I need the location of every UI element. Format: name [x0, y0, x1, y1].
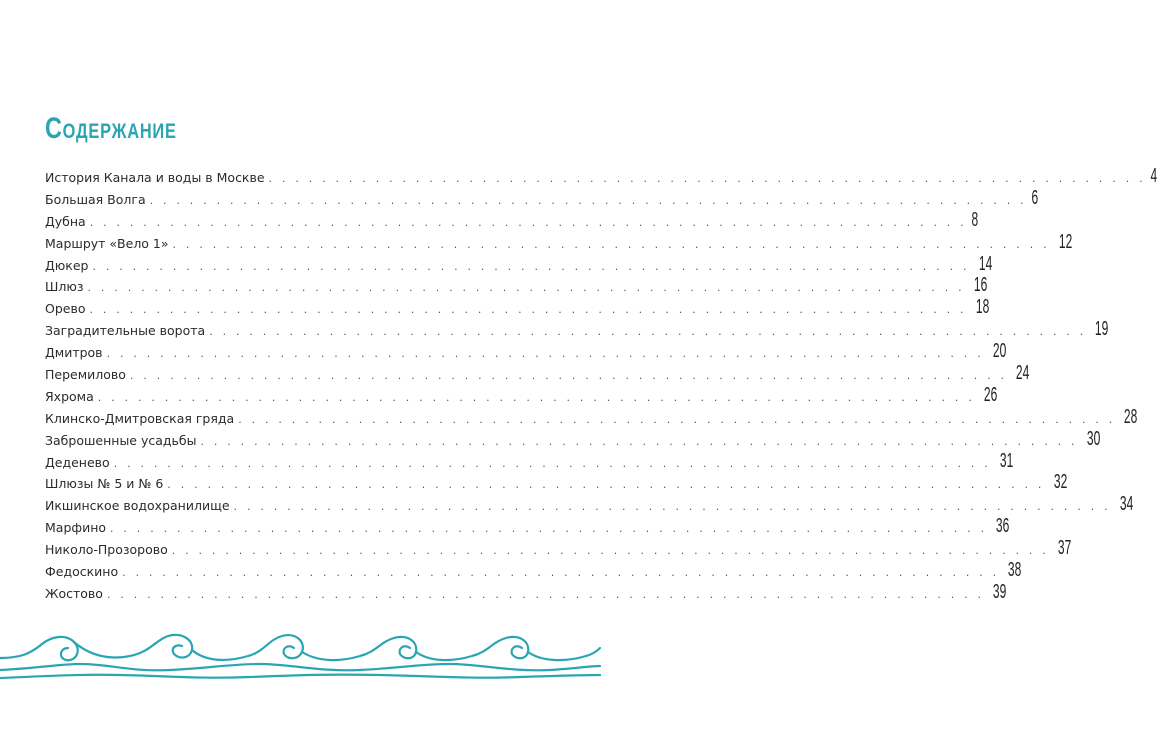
- toc-leader-dots: . . . . . . . . . . . . . . . . . . . . . . . . . . . . . . . . . . . . . . . . . . . . . . . . . . . . . . . . . . . . . . . . . .: [171, 544, 1050, 558]
- toc-page-number: 24: [1016, 362, 1030, 385]
- toc-entry-title: Клинско-Дмитровская гряда: [45, 410, 235, 426]
- toc-leader-dots: . . . . . . . . . . . . . . . . . . . . . . . . . . . . . . . . . . . . . . . . . . . . . . . . . . . . . . . . . . . . . . . . . .: [92, 259, 970, 273]
- toc-leader-dots: . . . . . . . . . . . . . . . . . . . . . . . . . . . . . . . . . . . . . . . . . . . . . . . . . . . . . . . . . . . . . . . . . .: [268, 172, 1146, 185]
- toc-page-number: 34: [1119, 493, 1134, 516]
- toc-entry: [45, 340, 1007, 363]
- toc-leader-dots: . . . . . . . . . . . . . . . . . . . . . . . . . . . . . . . . . . . . . . . . . . . . . . . . . . . . . . . . . . . . . . . . . .: [106, 587, 985, 601]
- toc-leader-dots: . . . . . . . . . . . . . . . . . . . . . . . . . . . . . . . . . . . . . . . . . . . . . . . . . . . . . . . . . . . . . . . . . .: [97, 390, 976, 404]
- toc-entry: [45, 383, 998, 407]
- toc-page-number: 20: [992, 340, 1007, 363]
- toc-page-number: 39: [993, 580, 1007, 603]
- toc-entry-title: Николо-Прозорово: [45, 542, 168, 558]
- toc-entry-title: Орево: [45, 301, 86, 317]
- toc-entry-title: Заброшенные усадьбы: [45, 432, 197, 448]
- toc-leader-dots: . . . . . . . . . . . . . . . . . . . . . . . . . . . . . . . . . . . . . . . . . . . . . . . . . . . . . . . . . . . . . . . . . .: [106, 347, 984, 361]
- toc-page-number: 38: [1008, 559, 1022, 582]
- toc-leader-dots: . . . . . . . . . . . . . . . . . . . . . . . . . . . . . . . . . . . . . . . . . . . . . . . . . . . . . . . . . . . . . . . . . .: [122, 566, 1000, 580]
- toc-entry: [45, 318, 1109, 341]
- toc-entry: [45, 252, 992, 276]
- toc-entry-title: Маршрут «Вело 1»: [45, 235, 169, 251]
- toc-entry: [45, 362, 1030, 385]
- toc-page-number: 28: [1124, 405, 1138, 428]
- toc-page-number: 12: [1058, 230, 1073, 253]
- toc-entry-title: Перемилово: [45, 367, 126, 383]
- toc-entry-title: История Канала и воды в Москве: [45, 170, 265, 185]
- toc-entry: [45, 515, 1010, 538]
- toc-entry: [45, 471, 1067, 494]
- toc-page-number: 32: [1053, 471, 1067, 494]
- toc-entry: [45, 296, 989, 319]
- toc-entry: [45, 165, 1157, 188]
- toc-page-number: 26: [983, 383, 998, 406]
- toc-entry-title: Яхрома: [45, 388, 94, 404]
- toc-leader-dots: . . . . . . . . . . . . . . . . . . . . . . . . . . . . . . . . . . . . . . . . . . . . . . . . . . . . . . . . . . . . . . . . . .: [110, 522, 988, 536]
- toc-entry-title: Жостово: [45, 585, 103, 601]
- toc-page-number: 37: [1057, 537, 1072, 560]
- toc-entry: [45, 449, 1014, 473]
- toc-entry-title: Марфино: [45, 520, 107, 536]
- toc-page-number: 18: [975, 296, 989, 319]
- toc-leader-dots: . . . . . . . . . . . . . . . . . . . . . . . . . . . . . . . . . . . . . . . . . . . . . . . . . . . . . . . . . . . . . . . . . .: [129, 369, 1008, 383]
- toc-entry-title: Дмитров: [45, 345, 103, 361]
- toc-entry-title: Федоскино: [45, 564, 119, 580]
- toc-entry-title: Икшинское водохранилище: [45, 498, 230, 514]
- toc-page-number: 6: [1031, 186, 1039, 209]
- toc-leader-dots: . . . . . . . . . . . . . . . . . . . . . . . . . . . . . . . . . . . . . . . . . . . . . . . . . . . . . . . . . . . . . . . . . .: [87, 281, 965, 295]
- toc-leader-dots: . . . . . . . . . . . . . . . . . . . . . . . . . . . . . . . . . . . . . . . . . . . . . . . . . . . . . . . . . . . . . . . . . .: [89, 303, 967, 317]
- toc-entry-title: Дюкер: [45, 257, 89, 273]
- toc-entry-title: Дубна: [45, 213, 86, 229]
- toc-page-number: 19: [1095, 318, 1109, 341]
- table-of-contents: [45, 165, 1157, 604]
- toc-entry: [45, 580, 1007, 604]
- toc-entry-title: Деденево: [45, 454, 110, 470]
- toc-entry: [45, 405, 1138, 429]
- toc-page-number: 16: [973, 274, 988, 297]
- toc-entry: [45, 493, 1134, 516]
- toc-page-number: 31: [999, 449, 1014, 472]
- toc-leader-dots: . . . . . . . . . . . . . . . . . . . . . . . . . . . . . . . . . . . . . . . . . . . . . . . . . . . . . . . . . . . . . . . . . .: [89, 215, 967, 229]
- toc-entry: [45, 274, 988, 297]
- toc-entry-title: Шлюзы № 5 и № 6: [45, 476, 164, 492]
- page-title: Содержание: [45, 112, 177, 145]
- toc-entry-title: Заградительные ворота: [45, 323, 206, 339]
- toc-entry: [45, 559, 1022, 582]
- toc-entry: [45, 537, 1072, 560]
- toc-leader-dots: . . . . . . . . . . . . . . . . . . . . . . . . . . . . . . . . . . . . . . . . . . . . . . . . . . . . . . . . . . . . . . . . . .: [113, 456, 991, 470]
- toc-leader-dots: . . . . . . . . . . . . . . . . . . . . . . . . . . . . . . . . . . . . . . . . . . . . . . . . . . . . . . . . . . . . . . . . . .: [149, 193, 1027, 207]
- toc-page-number: 30: [1086, 427, 1101, 450]
- toc-entry: [45, 186, 1039, 210]
- toc-leader-dots: . . . . . . . . . . . . . . . . . . . . . . . . . . . . . . . . . . . . . . . . . . . . . . . . . . . . . . . . . . . . . . . . . .: [233, 500, 1111, 514]
- toc-leader-dots: . . . . . . . . . . . . . . . . . . . . . . . . . . . . . . . . . . . . . . . . . . . . . . . . . . . . . . . . . . . . . . . . . .: [238, 412, 1116, 426]
- toc-leader-dots: . . . . . . . . . . . . . . . . . . . . . . . . . . . . . . . . . . . . . . . . . . . . . . . . . . . . . . . . . . . . . . . . . .: [200, 434, 1078, 448]
- toc-entry: [45, 427, 1101, 451]
- toc-page-number: 4: [1150, 165, 1157, 187]
- wave-decoration-icon: [0, 620, 600, 680]
- toc-entry-title: Большая Волга: [45, 191, 146, 207]
- toc-entry: [45, 208, 979, 232]
- toc-entry: [45, 230, 1073, 254]
- toc-leader-dots: . . . . . . . . . . . . . . . . . . . . . . . . . . . . . . . . . . . . . . . . . . . . . . . . . . . . . . . . . . . . . . . . . .: [167, 478, 1045, 492]
- toc-leader-dots: . . . . . . . . . . . . . . . . . . . . . . . . . . . . . . . . . . . . . . . . . . . . . . . . . . . . . . . . . . . . . . . . . .: [209, 325, 1087, 339]
- toc-page-number: 8: [971, 208, 979, 231]
- toc-entry-title: Шлюз: [45, 279, 84, 295]
- toc-page-number: 14: [978, 252, 992, 275]
- toc-leader-dots: . . . . . . . . . . . . . . . . . . . . . . . . . . . . . . . . . . . . . . . . . . . . . . . . . . . . . . . . . . . . . . . . . .: [172, 237, 1050, 251]
- toc-page-number: 36: [996, 515, 1010, 538]
